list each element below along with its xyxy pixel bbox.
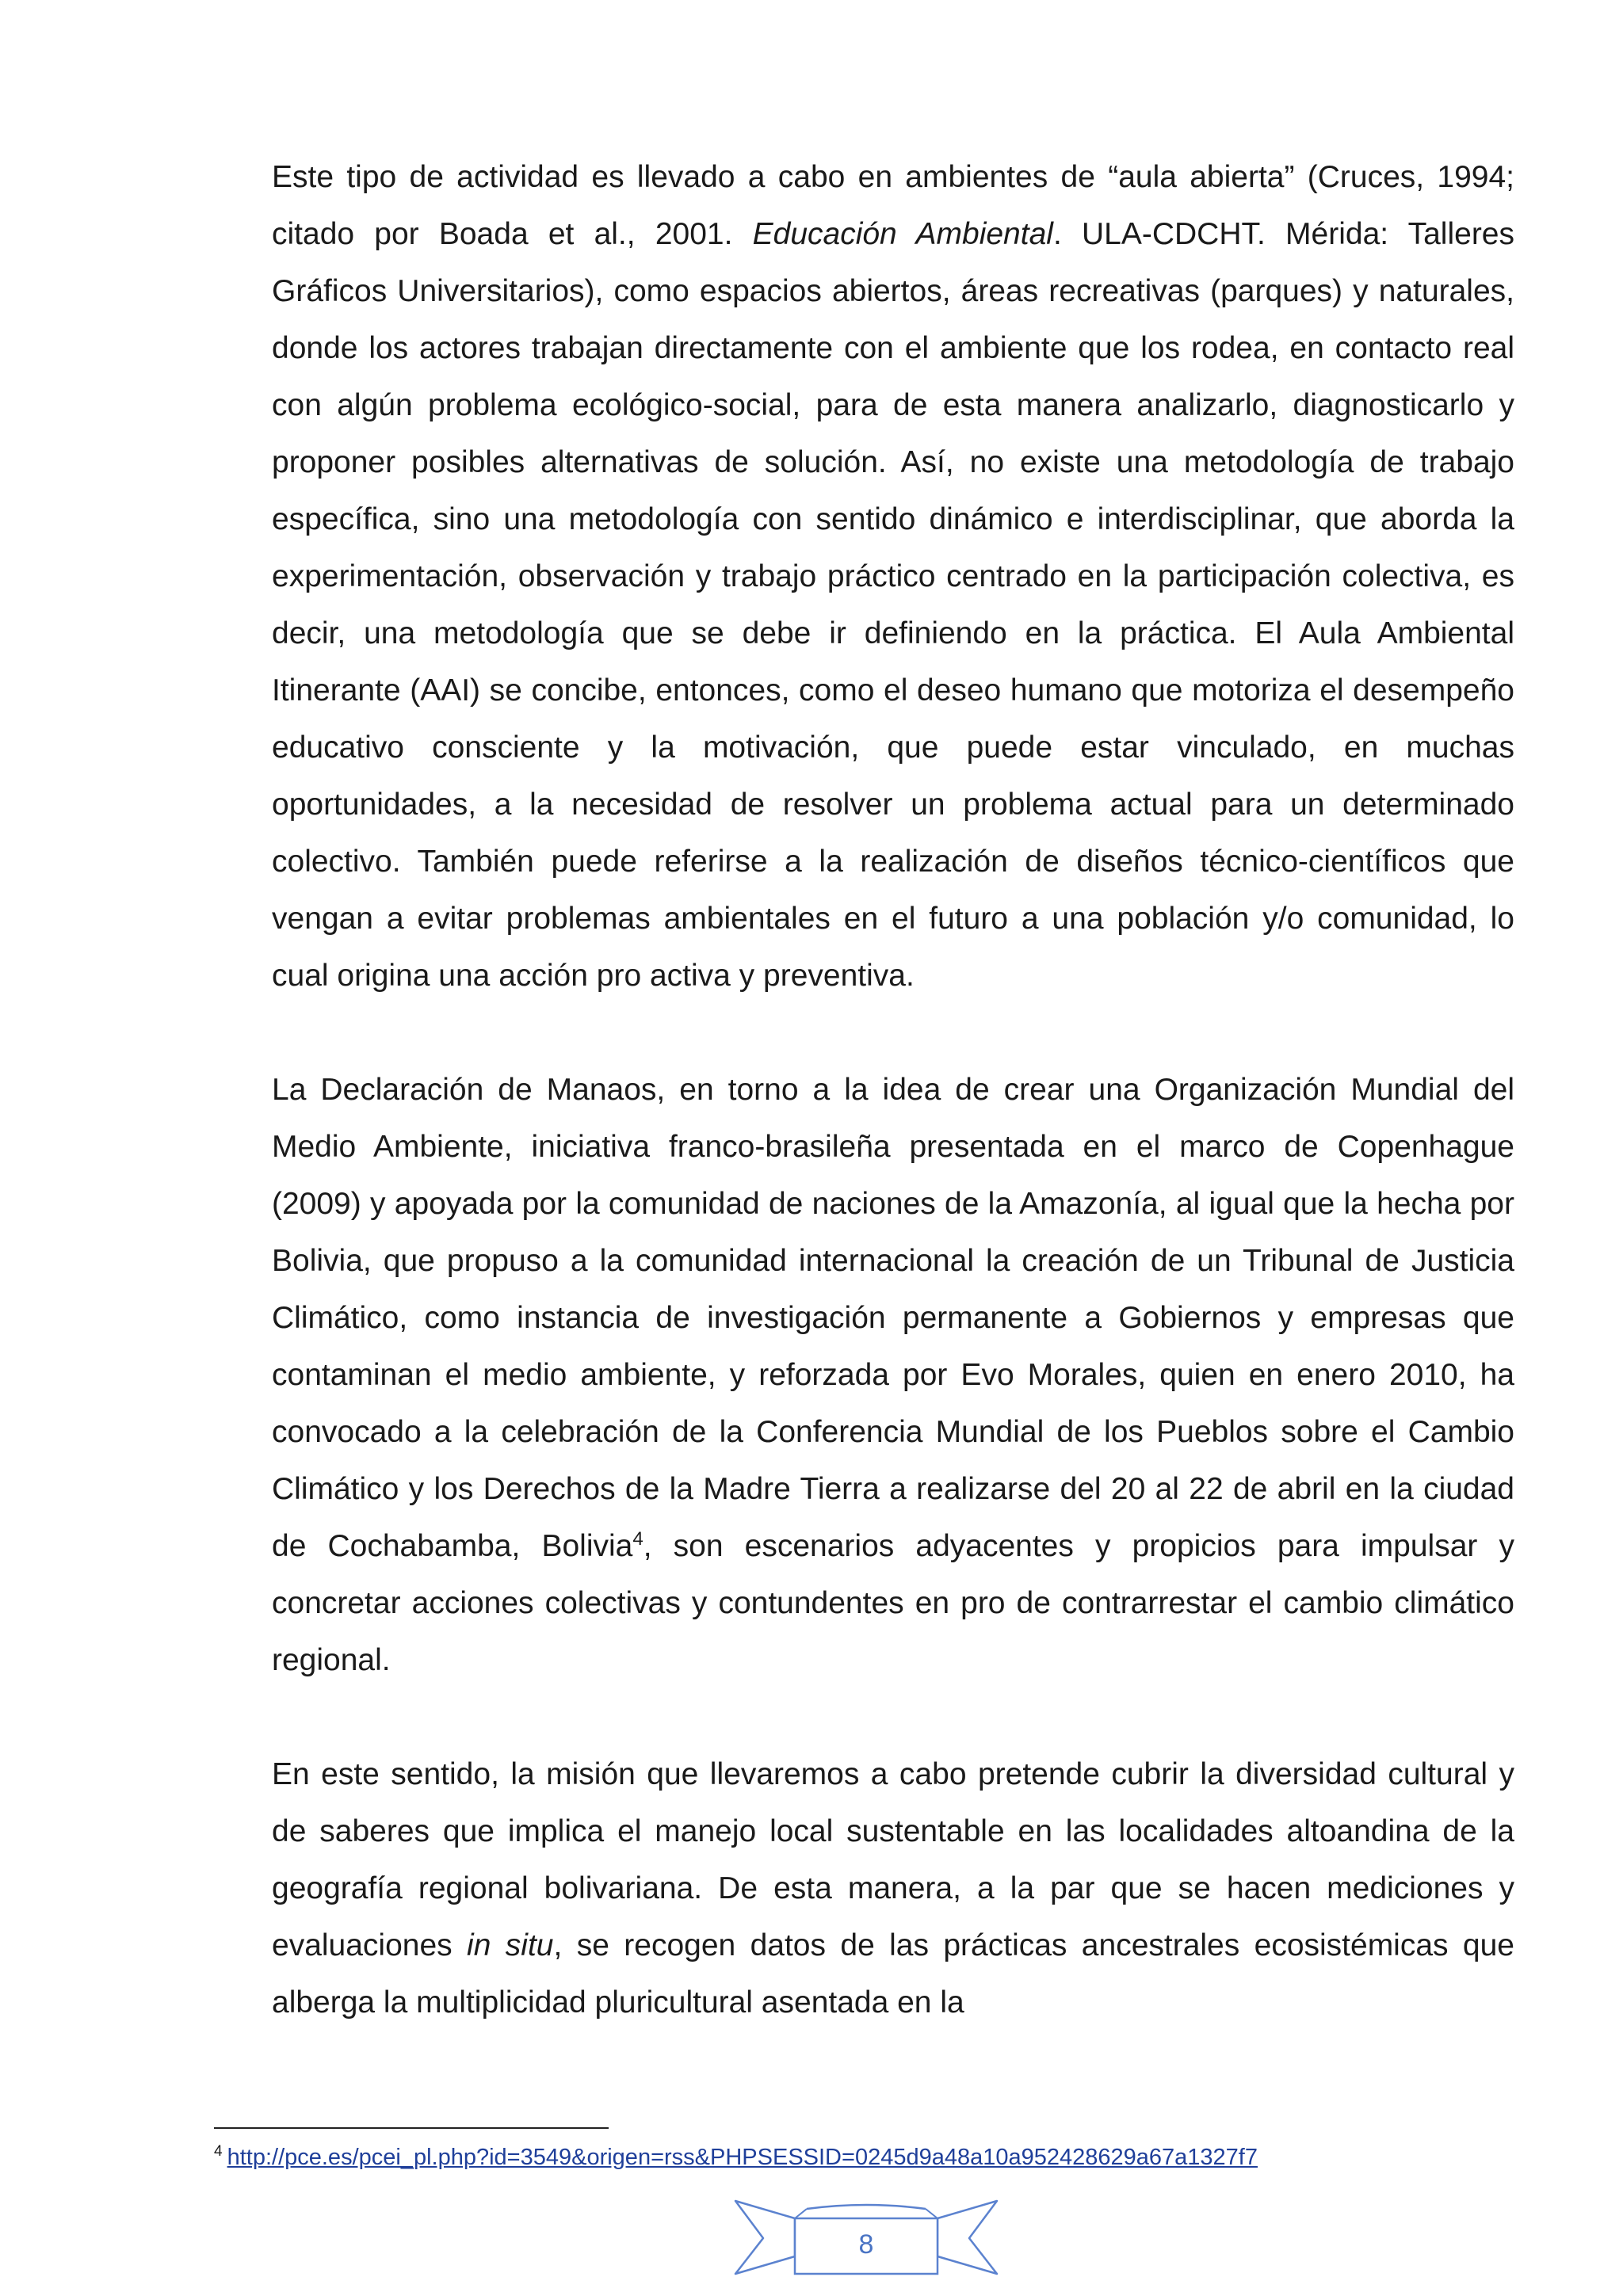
page-number: 8 xyxy=(858,2229,874,2260)
italic-text: in situ xyxy=(467,1928,554,1962)
paragraph-text: , son escenarios adyacentes y propicios para impulsar y concretar acciones colectivas y contundentes en pro de contrarrestar el cambio climático regional. xyxy=(272,1529,1514,1677)
footnote-separator xyxy=(214,2127,609,2129)
paragraph-text: La Declaración de Manaos, en torno a la idea de crear una Organización Mundial del Medio Ambiente, iniciativa franco-brasileña presentada en el marco de Copenhague (2009) y apoyada por la comunidad de naciones de la Amazonía, al igual que la hecha por Bolivia, que propuso a la comunidad internacional la creación de un Tribunal de Justicia Climático, como instancia de investigación permanente a Gobiernos y empresas que contaminan el medio ambiente, y reforzada por Evo Morales, quien en enero 2010, ha convocado a la celebración de la Conferencia Mundial de los Pueblos sobre el Cambio Climático y los Derechos de la Madre Tierra a realizarse del 20 al 22 de abril en la ciudad de Cochabamba, Bolivia xyxy=(272,1073,1514,1563)
paragraph-text: Este tipo de actividad es llevado a cabo en ambientes de “aula abierta” (Cruces, 1994; citado por Boada et al., 2001. xyxy=(272,160,1514,251)
italic-text: Educación Ambiental xyxy=(752,217,1053,251)
paragraph-text: . ULA-CDCHT. Mérida: Talleres Gráficos Universitarios), como espacios abiertos, áreas recreativas (parques) y naturales, donde los actores trabajan directamente con el ambiente que los rodea, en contacto real con algún problema ecológico-social, para de esta manera analizarlo, diagnosticarlo y proponer posibles alternativas de solución. Así, no existe una metodología de trabajo específica, sino una metodología con sentido dinámico e interdisciplinar, que aborda la experimentación, observación y trabajo práctico centrado en la participación colectiva, es decir, una metodología que se debe ir definiendo en la práctica. El Aula Ambiental Itinerante (AAI) se concibe, entonces, como el deseo humano que motoriza el desempeño educativo consciente y la motivación, que puede estar vinculado, en muchas oportunidades, a la necesidad de resolver un problema actual para un determinado colectivo. También puede referirse a la realización de diseños técnico-científicos que vengan a evitar problemas ambientales en el futuro a una población y/o comunidad, lo cual origina una acción pro activa y preventiva. xyxy=(272,217,1514,993)
footnote-marker: 4 xyxy=(214,2143,223,2161)
paragraph-3 xyxy=(272,1746,1514,2031)
paragraph-text: , se recogen datos de las prácticas ancestrales ecosistémicas que alberga la multiplicidad pluricultural asentada en la xyxy=(272,1928,1514,2019)
paragraph-2 xyxy=(272,1062,1514,1689)
footnote xyxy=(214,2142,1258,2173)
footnote-link[interactable]: http://pce.es/pcei_pl.php?id=3549&origen=rss&PHPSESSID=0245d9a48a10a952428629a67a1327f7 xyxy=(227,2145,1258,2170)
body-text xyxy=(272,149,1514,2031)
paragraph-text: En este sentido, la misión que llevaremos a cabo pretende cubrir la diversidad cultural y de saberes que implica el manejo local sustentable en las localidades altoandina de la geografía regional bolivariana. De esta manera, a la par que se hacen mediciones y evaluaciones xyxy=(272,1757,1514,1962)
footnote-reference: 4 xyxy=(632,1528,643,1550)
paragraph-1 xyxy=(272,149,1514,1005)
